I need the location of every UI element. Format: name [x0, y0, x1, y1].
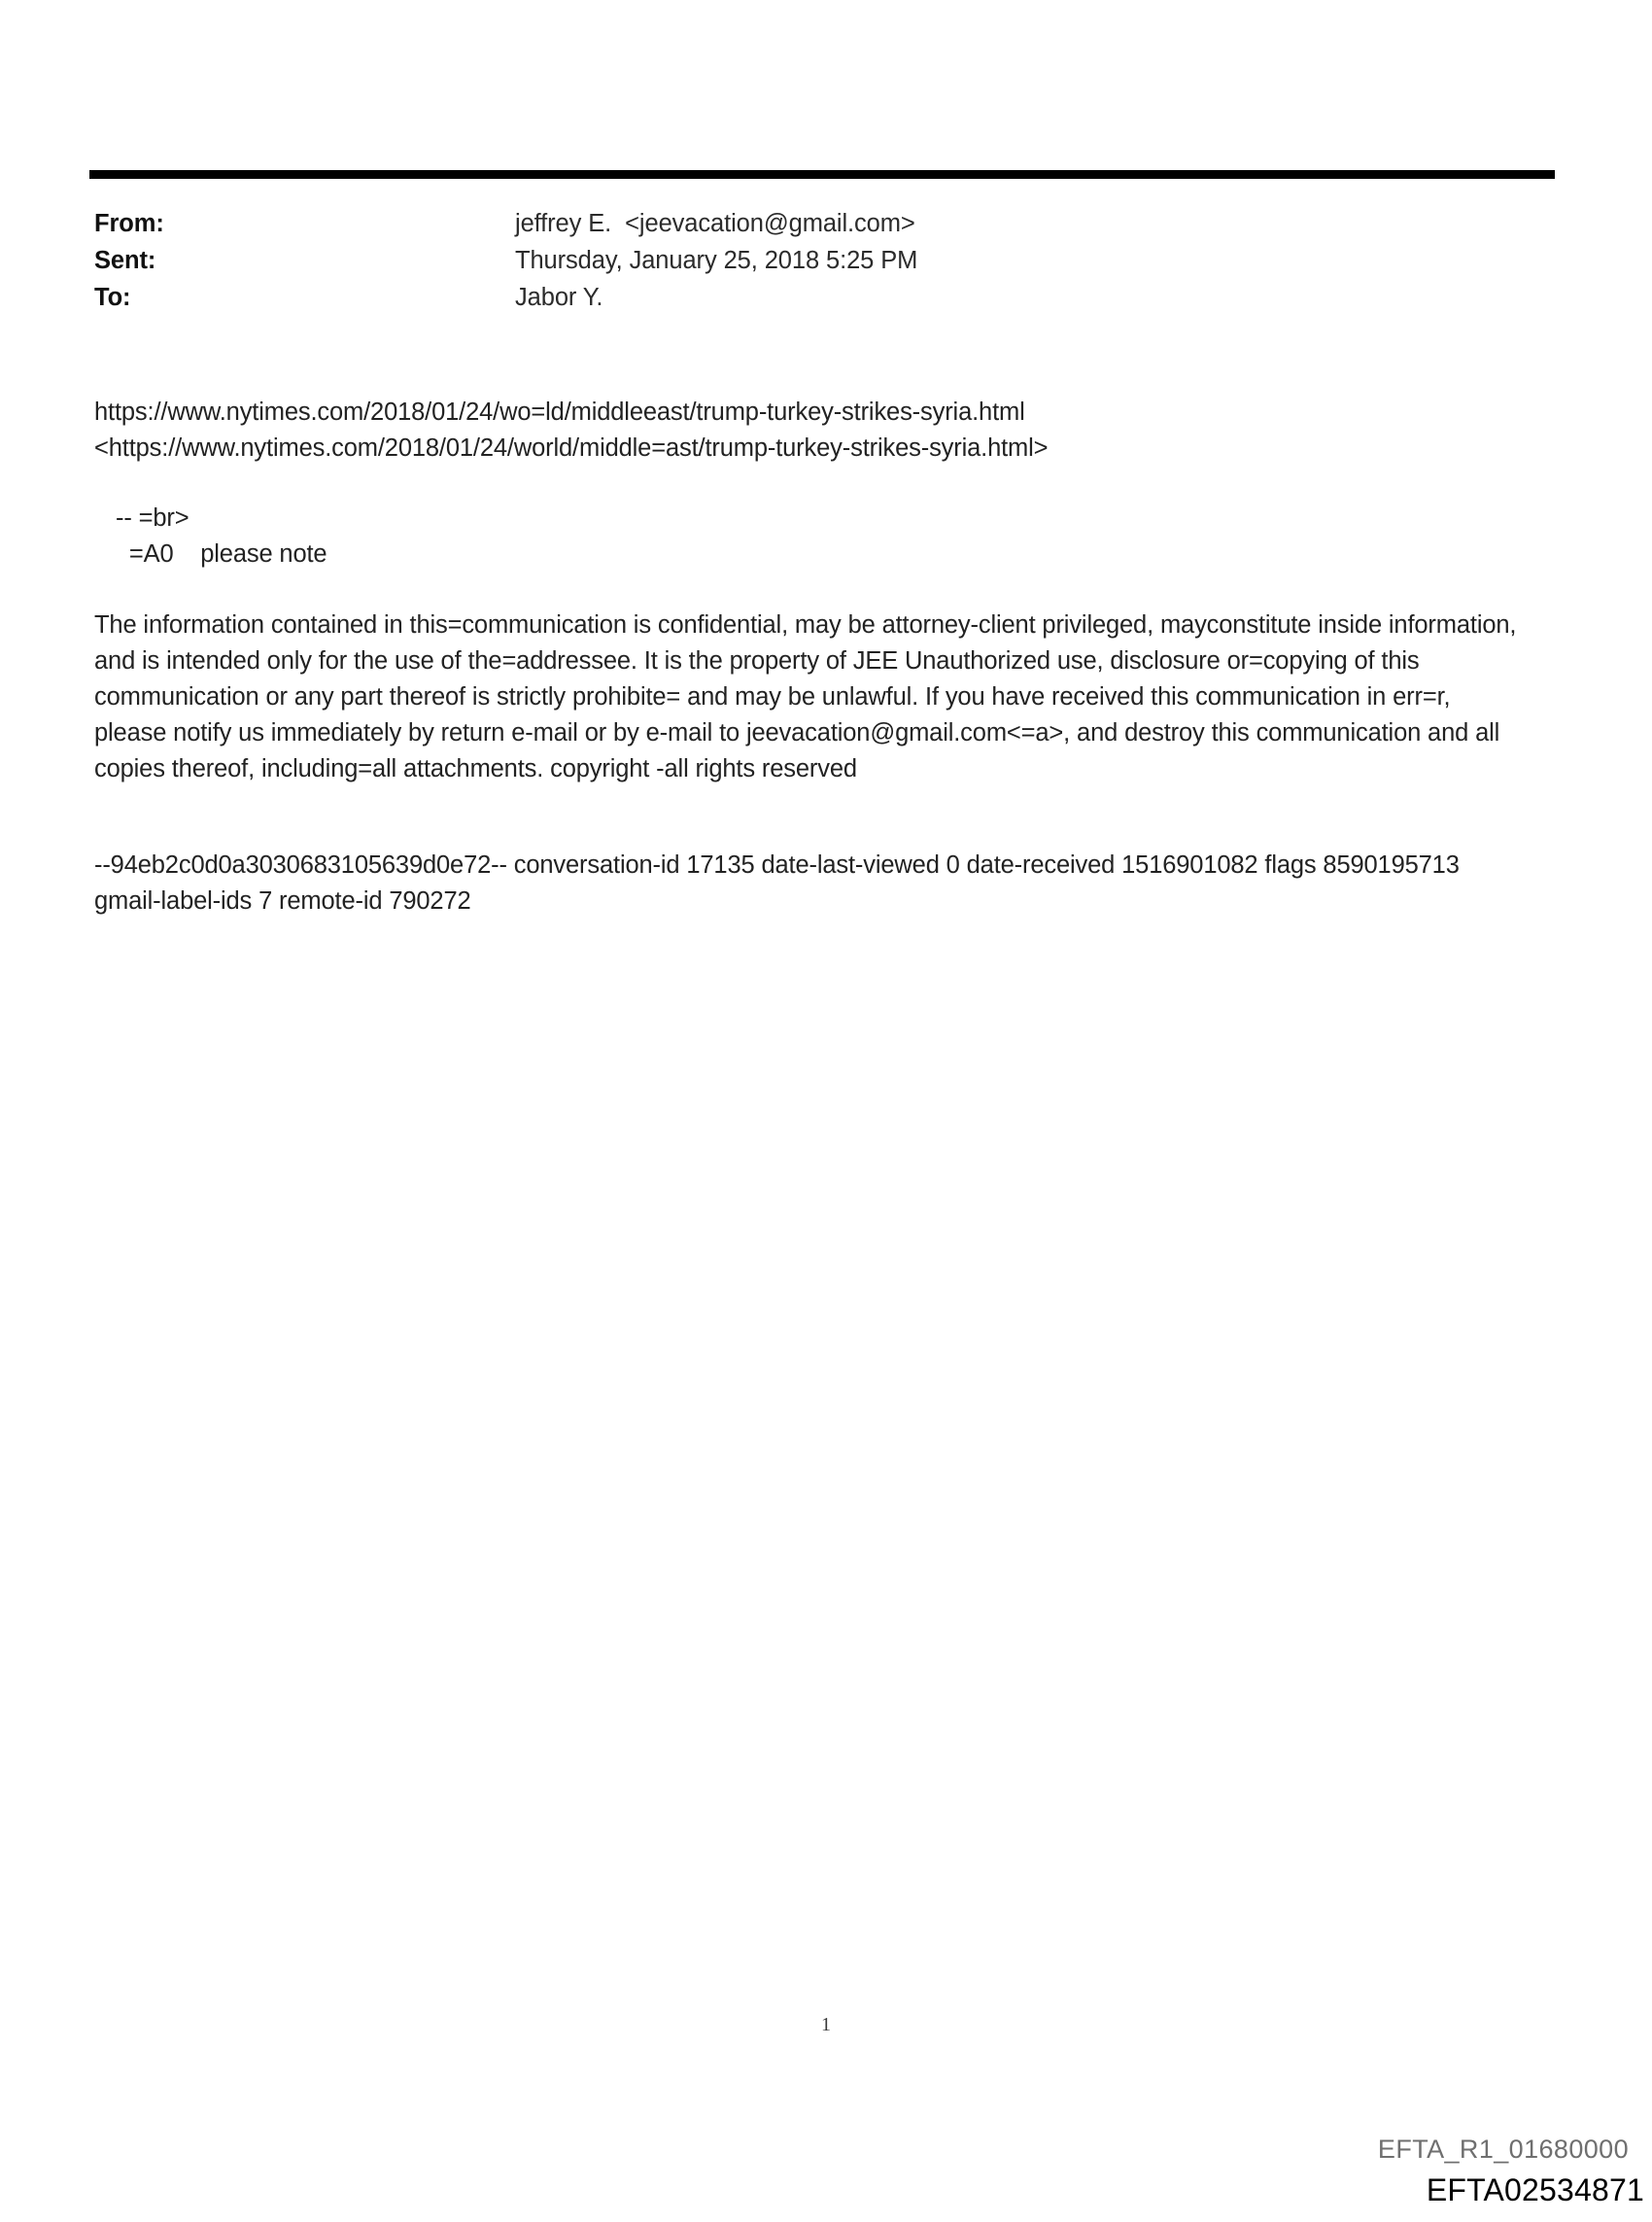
sent-value: Thursday, January 25, 2018 5:25 PM — [515, 247, 918, 274]
email-header-block — [94, 210, 1503, 321]
from-label: From: — [94, 210, 164, 237]
email-header-row-from — [94, 210, 1503, 247]
bates-document-stamp: EFTA02534871 — [1426, 2172, 1644, 2207]
mime-boundary-metadata-text: --94eb2c0d0a3030683105639d0e72-- conversation-id 17135 date-last-viewed 0 date-received 1516901082 flags 8590195713 gmail-label-ids 7 remote-id 790272 — [94, 851, 1460, 915]
email-header-row-sent — [94, 247, 1503, 284]
sent-label: Sent: — [94, 247, 156, 274]
email-body-signature — [94, 501, 1532, 573]
signature-please-note-line: =A0 please note — [116, 540, 327, 568]
signature-separator-line: -- =br> — [116, 504, 189, 532]
from-value: jeffrey E. <jeevacation@gmail.com> — [515, 210, 915, 237]
email-body-confidentiality-notice — [94, 608, 1528, 787]
email-body-mime-metadata — [94, 848, 1474, 920]
confidentiality-notice-text: The information contained in this=communication is confidential, may be attorney-client privileged, mayconstitute inside information, and is intended only for the use of the=addressee. It is the property of JEE Unauthorized use, disclosure or=copying of this communication or any part thereof is strictly prohibite= and may be unlawful. If you have received this communication in err=r, please notify us immediately by return e-mail or by e-mail to jeevacation@gmail.com<=a>, and destroy this communication and all copies thereof, including=all attachments. copyright -all rights reserved — [94, 611, 1517, 782]
page-number: 1 — [821, 2014, 831, 2035]
bates-production-stamp: EFTA_R1_01680000 — [1377, 2135, 1629, 2164]
to-label: To: — [94, 284, 131, 311]
email-body-urls — [94, 395, 1532, 467]
article-url-bracketed: <https://www.nytimes.com/2018/01/24/world/middle=ast/trump-turkey-strikes-syria.html> — [94, 434, 1049, 462]
email-header-row-to — [94, 284, 1503, 321]
header-divider-rule — [89, 170, 1555, 179]
to-value: Jabor Y. — [515, 284, 603, 311]
article-url-plain: https://www.nytimes.com/2018/01/24/wo=ld/middleeast/trump-turkey-strikes-syria.html — [94, 399, 1025, 426]
